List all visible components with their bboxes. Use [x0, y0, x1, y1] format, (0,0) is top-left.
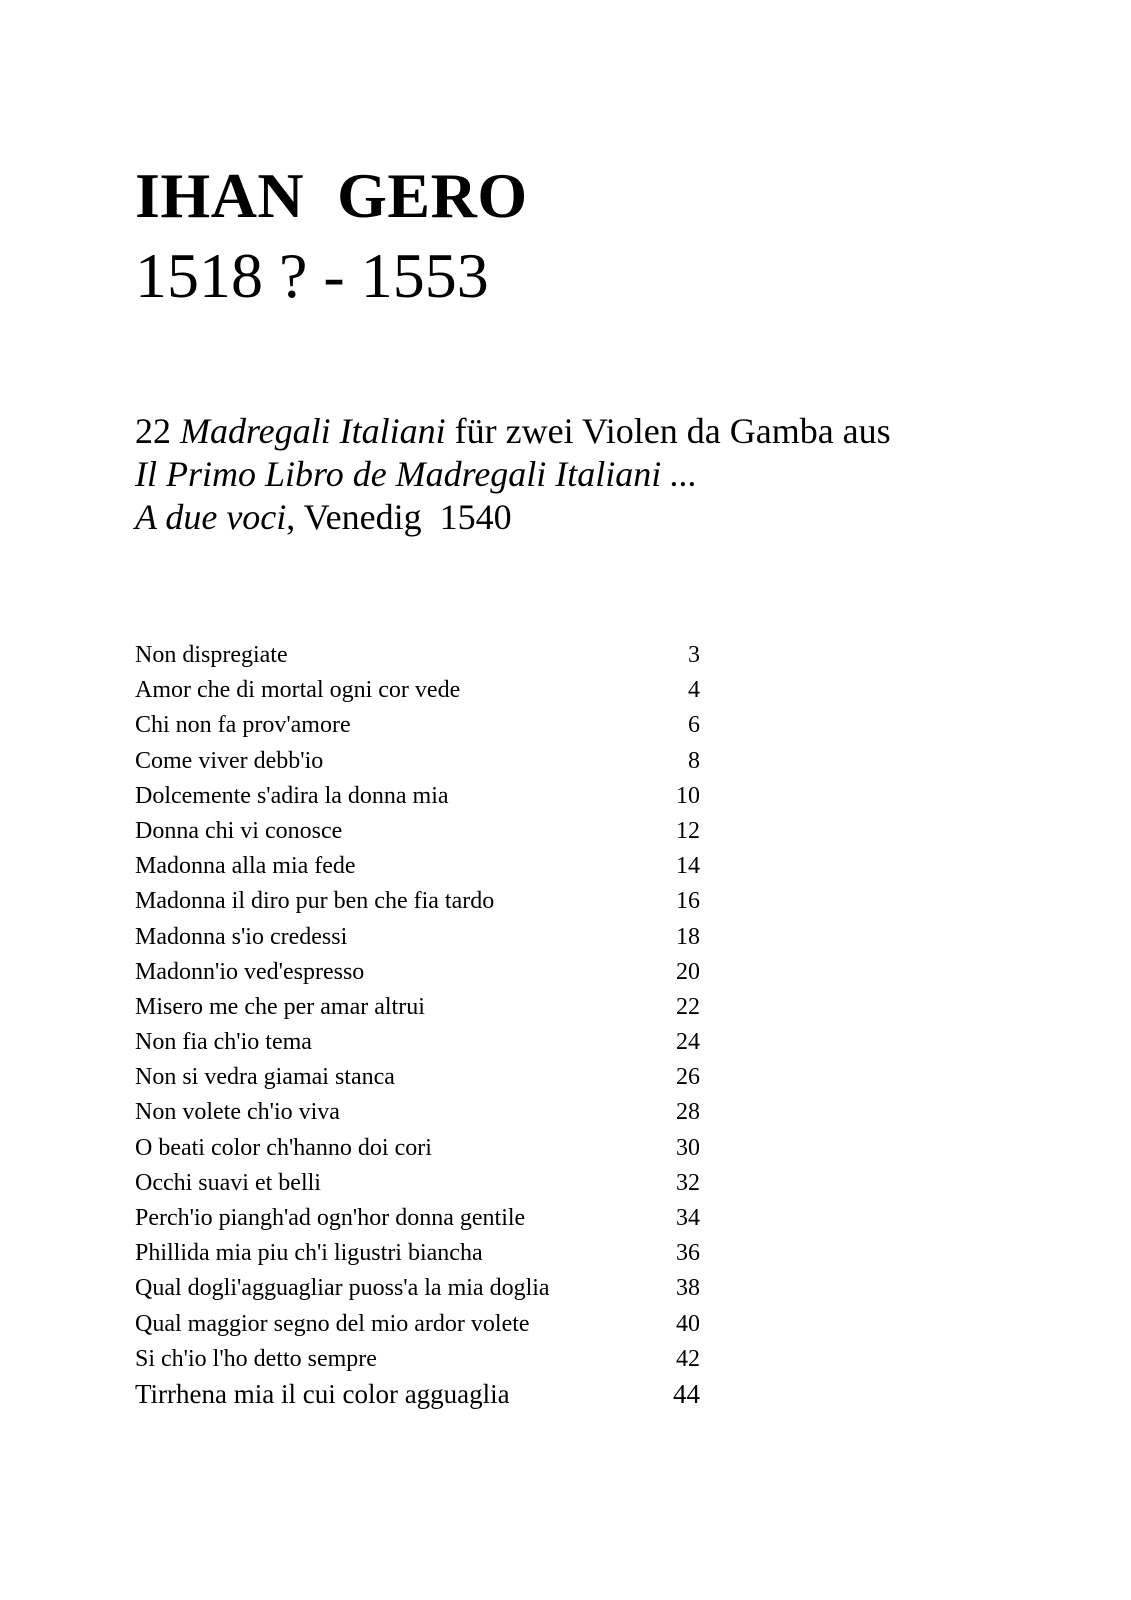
- toc-page-number: 4: [688, 677, 700, 704]
- toc-title: Amor che di mortal ogni cor vede: [135, 677, 461, 704]
- toc-page-number: 12: [676, 817, 700, 844]
- toc-row: [135, 1273, 700, 1308]
- toc-title: Misero me che per amar altrui: [135, 993, 425, 1020]
- toc-row: [135, 710, 700, 745]
- toc-row: [135, 746, 700, 781]
- toc-title: Tirrhena mia il cui color agguaglia: [135, 1378, 510, 1409]
- toc-page-number: 28: [676, 1099, 700, 1126]
- toc-page-number: 18: [676, 923, 700, 950]
- subtitle-count: 22: [135, 411, 180, 451]
- composer-name: IHAN GERO: [135, 160, 528, 231]
- toc-page-number: 8: [688, 747, 700, 774]
- toc-row: [135, 886, 700, 921]
- subtitle-line-1: [135, 410, 891, 453]
- toc-page-number: 16: [676, 888, 700, 915]
- toc-page-number: 40: [676, 1310, 700, 1337]
- toc-page-number: 34: [676, 1205, 700, 1231]
- toc-title: Perch'io piangh'ad ogn'hor donna gentile: [135, 1205, 526, 1231]
- toc-title: Madonna il diro pur ben che fia tardo: [135, 888, 495, 915]
- toc-row: [135, 1203, 700, 1238]
- toc-page-number: 3: [688, 642, 700, 668]
- toc-title: Si ch'io l'ho detto sempre: [135, 1345, 377, 1372]
- toc-title: Dolcemente s'adira la donna mia: [135, 782, 449, 809]
- toc-page-number: 14: [676, 853, 700, 880]
- toc-row: [135, 640, 700, 675]
- toc-page-number: 22: [676, 993, 700, 1020]
- toc-page-number: 6: [688, 712, 700, 739]
- subtitle-line-2: [135, 453, 891, 496]
- toc-page-number: 20: [676, 958, 700, 985]
- toc-page-number: 10: [676, 782, 700, 809]
- toc-row: [135, 992, 700, 1027]
- toc-title: Occhi suavi et belli: [135, 1169, 321, 1196]
- subtitle-place-year: , Venedig 1540: [286, 497, 512, 537]
- subtitle-line-3: [135, 496, 891, 539]
- toc-title: Phillida mia piu ch'i ligustri biancha: [135, 1240, 483, 1267]
- toc-page-number: 26: [676, 1064, 700, 1091]
- toc-row: [135, 851, 700, 886]
- toc-title: Non si vedra giamai stanca: [135, 1064, 395, 1091]
- subtitle-instrumentation: für zwei Violen da Gamba aus: [445, 411, 891, 451]
- subtitle-voices: A due voci: [135, 497, 287, 537]
- toc-row: [135, 1168, 700, 1203]
- toc-title: Non fia ch'io tema: [135, 1029, 312, 1056]
- toc-title: O beati color ch'hanno doi cori: [135, 1134, 432, 1161]
- toc-page-number: 24: [676, 1029, 700, 1056]
- toc-row: [135, 1097, 700, 1132]
- toc-title: Madonna alla mia fede: [135, 853, 356, 880]
- toc-page-number: 32: [676, 1169, 700, 1196]
- toc-row: [135, 1309, 700, 1344]
- toc-row: [135, 922, 700, 957]
- toc-row: [135, 781, 700, 816]
- toc-page-number: 44: [673, 1378, 700, 1409]
- toc-row: [135, 1238, 700, 1273]
- toc-title: Donna chi vi conosce: [135, 817, 343, 844]
- toc-page-number: 30: [676, 1134, 700, 1161]
- toc-title: Qual maggior segno del mio ardor volete: [135, 1310, 530, 1337]
- toc-row: [135, 1379, 700, 1415]
- toc-title: Non dispregiate: [135, 642, 288, 668]
- toc-title: Madonna s'io credessi: [135, 923, 348, 950]
- toc-row: [135, 1027, 700, 1062]
- toc-title: Chi non fa prov'amore: [135, 712, 351, 739]
- toc-row: [135, 816, 700, 851]
- composer-dates: 1518 ? - 1553: [135, 240, 489, 311]
- toc-row: [135, 1133, 700, 1168]
- toc-page-number: 38: [676, 1275, 700, 1302]
- table-of-contents: [135, 640, 700, 1415]
- toc-row: [135, 957, 700, 992]
- subtitle-genre: Madregali Italiani: [180, 411, 446, 451]
- toc-row: [135, 675, 700, 710]
- subtitle-source-title: Il Primo Libro de Madregali Italiani ...: [135, 454, 698, 494]
- toc-row: [135, 1344, 700, 1379]
- collection-description: [135, 410, 891, 539]
- toc-title: Come viver debb'io: [135, 747, 324, 774]
- toc-title: Qual dogli'agguagliar puoss'a la mia doglia: [135, 1275, 550, 1302]
- toc-page-number: 42: [676, 1345, 700, 1372]
- toc-title: Madonn'io ved'espresso: [135, 958, 365, 985]
- toc-title: Non volete ch'io viva: [135, 1099, 340, 1126]
- toc-row: [135, 1062, 700, 1097]
- toc-page-number: 36: [676, 1240, 700, 1267]
